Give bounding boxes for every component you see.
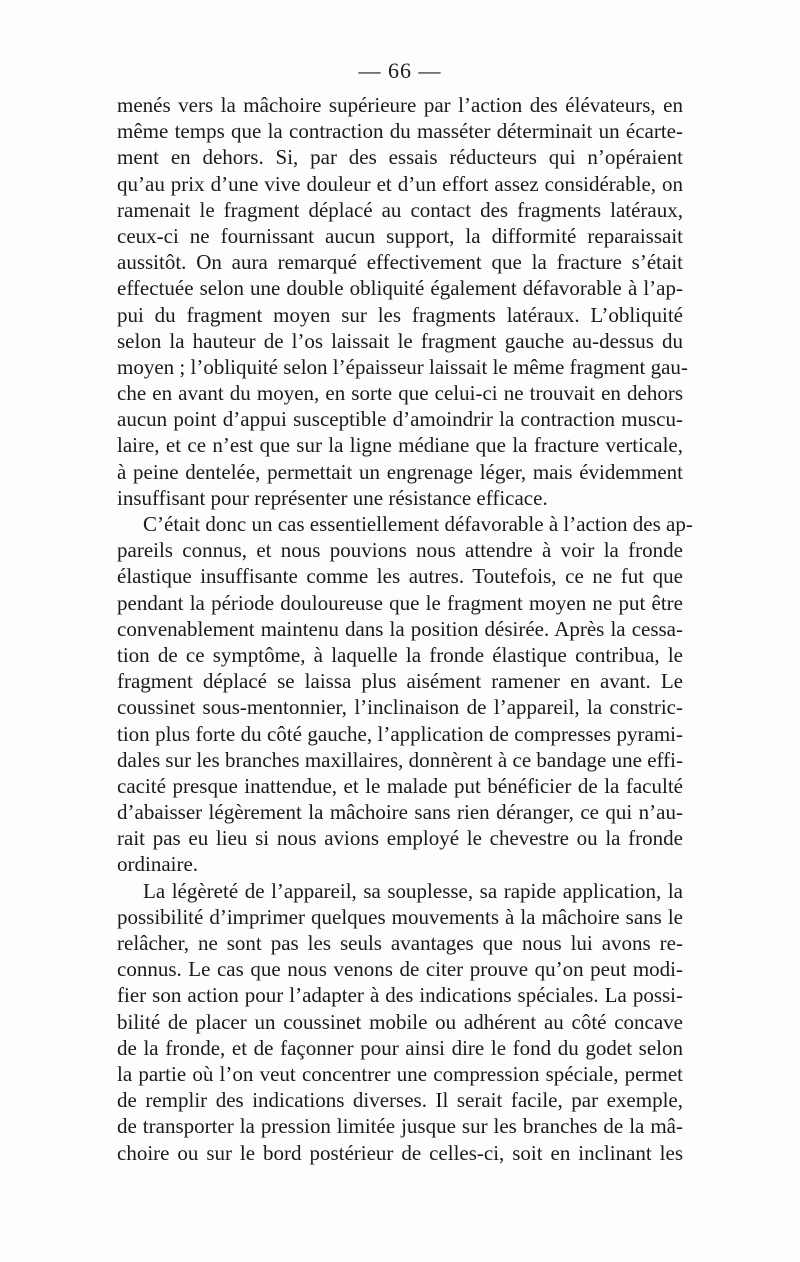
text-line: ment en dehors. Si, par des essais réducteurs qui n’opéraient (117, 145, 683, 170)
text-line: menés vers la mâchoire supérieure par l’action des élévateurs, en (117, 93, 683, 117)
text-line: possibilité d’imprimer quelques mouvements à la mâchoire sans le (117, 904, 683, 929)
text-line: tion plus forte du côté gauche, l’application de compresses pyrami- (117, 721, 683, 746)
text-line: pendant la période douloureuse que le fragment moyen ne put être (117, 590, 683, 615)
text-line: à peine dentelée, permettait un engrenage léger, mais évidemment (117, 459, 683, 484)
text-line: rait pas eu lieu si nous avions employé le chevestre ou la fronde (117, 826, 683, 851)
text-line: aucun point d’appui susceptible d’amoindrir la contraction muscu- (117, 407, 683, 432)
text-line: dales sur les branches maxillaires, donnèrent à ce bandage une effi- (117, 747, 683, 772)
text-line: tion de ce symptôme, à laquelle la fronde élastique contribua, le (117, 642, 683, 667)
text-line: selon la hauteur de l’os laissait le fragment gauche au-dessus du (117, 328, 683, 353)
text-line: fier son action pour l’adapter à des indications spéciales. La possi- (117, 983, 683, 1008)
text-line: même temps que la contraction du masséter déterminait un écarte- (117, 119, 683, 144)
text-line: pareils connus, et nous pouvions nous attendre à voir la fronde (117, 538, 683, 563)
text-line: qu’au prix d’une vive douleur et d’un effort assez considérable, on (117, 171, 683, 196)
text-line: che en avant du moyen, en sorte que celui-ci ne trouvait en dehors (117, 381, 683, 406)
text-line: la partie où l’on veut concentrer une compression spéciale, permet (117, 1061, 683, 1086)
text-line: La légèreté de l’appareil, sa souplesse, sa rapide application, la (143, 878, 683, 903)
text-line: de remplir des indications diverses. Il serait facile, par exemple, (117, 1088, 683, 1113)
text-line: insuffisant pour représenter une résistance efficace. (117, 485, 548, 510)
text-line: pui du fragment moyen sur les fragments latéraux. L’obliquité (117, 302, 683, 327)
text-line: relâcher, ne sont pas les seuls avantages que nous lui avons re- (117, 931, 683, 955)
paragraph (117, 511, 693, 878)
text-line: convenablement maintenu dans la position désirée. Après la cessa- (117, 616, 683, 641)
text-line: bilité de placer un coussinet mobile ou adhérent au côté concave (117, 1009, 683, 1034)
text-line: laire, et ce n’est que sur la ligne médiane que la fracture verticale, (117, 433, 683, 458)
text-line: coussinet sous-mentonnier, l’inclinaison de l’appareil, la constric- (117, 695, 683, 720)
text-line: C’était donc un cas essentiellement défavorable à l’action des ap- (143, 512, 693, 536)
text-line: aussitôt. On aura remarqué effectivement que la fracture s’était (117, 250, 683, 275)
text-line: de transporter la pression limitée jusque sur les branches de la mâ- (117, 1114, 683, 1139)
text-line: ramenait le fragment déplacé au contact des fragments latéraux, (117, 197, 683, 222)
text-line: moyen ; l’obliquité selon l’épaisseur laissait le même fragment gau- (117, 354, 688, 379)
paragraph (117, 878, 683, 1166)
body-text (117, 92, 693, 1166)
text-line: ordinaire. (117, 852, 199, 877)
text-line: de la fronde, et de façonner pour ainsi dire le fond du godet selon (117, 1035, 683, 1060)
text-line: choire ou sur le bord postérieur de celles-ci, soit en inclinant les (117, 1140, 683, 1165)
text-line: d’abaisser légèrement la mâchoire sans rien déranger, ce qui n’au- (117, 800, 683, 825)
text-line: effectuée selon une double obliquité également défavorable à l’ap- (117, 276, 683, 301)
text-line: fragment déplacé se laissa plus aisément ramener en avant. Le (117, 669, 683, 694)
text-line: ceux-ci ne fournissant aucun support, la difformité reparaissait (117, 223, 683, 248)
text-line: élastique insuffisante comme les autres. Toutefois, ce ne fut que (117, 564, 683, 589)
paragraph (117, 92, 688, 511)
text-line: connus. Le cas que nous venons de citer prouve qu’on peut modi- (117, 957, 683, 982)
page-number: — 66 — (358, 58, 442, 83)
text-line: cacité presque inattendue, et le malade put bénéficier de la faculté (117, 773, 683, 798)
